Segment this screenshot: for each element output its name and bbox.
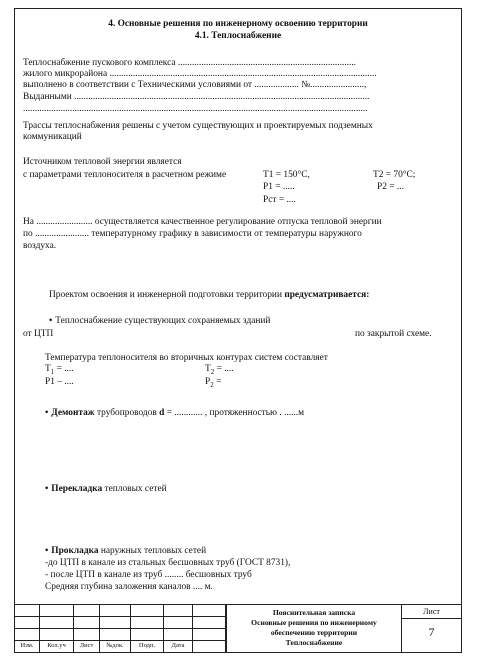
source-p1: Р1 = .....	[263, 182, 295, 192]
source-line-2: с параметрами теплоносителя в расчетном режиме	[23, 170, 227, 180]
source-pst: Рст = ....	[263, 195, 296, 205]
supply-scheme: по закрытой схеме.	[355, 329, 432, 339]
section-title: 4. Основные решения по инженерному освоению территории	[108, 19, 368, 29]
stamp-col-sheet: Лист	[79, 642, 94, 649]
regulation-line-2: по ....................... температурному графику в зависимости от температуры наружного	[23, 229, 362, 239]
relocation-line: • Перекладка тепловых сетей	[45, 484, 167, 495]
stamp-sheet-number: 7	[428, 625, 435, 639]
supply-from: от ЦТП	[23, 329, 54, 339]
laying-line-4: Средняя глубина заложения каналов .... м.	[45, 582, 213, 592]
source-t2: Т2 = 70°С;	[373, 170, 416, 180]
regulation-line-3: воздуха.	[23, 241, 57, 251]
laying-line-1: • Прокладка наружных тепловых сетей	[45, 546, 206, 557]
intro-line-4: Выданными ..............................................................................................................................	[23, 92, 370, 102]
intro-line-5: ...................................................................................................................................................	[23, 104, 368, 114]
stamp-col-date: Дата	[171, 642, 185, 649]
intro-line-2: жилого микрорайона ..................................................................................................................	[23, 69, 377, 79]
project-statement: Проектом освоения и инженерной подготовки территории предусматривается:	[49, 290, 370, 300]
subsection-title: 4.1. Теплоснабжение	[194, 31, 282, 41]
temperature-p2: $Р_2$ =	[205, 377, 222, 389]
intro-line-1: Теплоснабжение пускового комплекса ............................................................................	[23, 58, 357, 68]
source-p2: Р2 = ...	[377, 182, 404, 192]
laying-line-3: - после ЦТП в канале из труб ........ бесшовных труб	[45, 570, 252, 580]
routes-line-1: Трассы теплоснабжения решены с учетом существующих и проектируемых подземных	[23, 121, 373, 131]
routes-line-2: коммуникаций	[23, 132, 82, 142]
regulation-line-1: На ........................ осуществляется качественное регулирование отпуска тепловой энергии	[23, 217, 382, 227]
title-block	[15, 604, 461, 652]
stamp-col-change: Изм.	[20, 642, 34, 649]
supply-line-1: • Теплоснабжение существующих сохраняемых зданий	[49, 316, 270, 327]
stamp-col-quantity: Кол.уч	[47, 642, 66, 649]
temperature-t1: $Т_1$ = ....	[45, 364, 74, 376]
source-t1: Т1 = 150°С,	[263, 170, 310, 180]
demolition-line: • Демонтаж трубопроводов d = ............ , протяженностью . ......м	[45, 408, 304, 419]
page-frame	[14, 8, 462, 653]
temperature-p1: Р1 – ....	[45, 377, 74, 387]
intro-line-3: выполнено в соответствии с Техническими условиями от ................... №.......................,	[23, 80, 367, 90]
stamp-doc-title: Пояснительная записка	[272, 608, 356, 617]
stamp-doc-line-4: Теплоснабжение	[285, 638, 343, 647]
temperature-t2: $Т_2$ = ....	[205, 364, 234, 376]
stamp-sheet-label: Лист	[423, 607, 440, 616]
stamp-col-docnum: №док.	[106, 642, 124, 649]
temperature-intro: Температура теплоносителя во вторичных контурах систем составляет	[45, 353, 328, 363]
laying-line-2: -до ЦТП в канале из стальных бесшовных труб (ГОСТ 8731),	[45, 558, 291, 568]
stamp-col-signature: Подп.	[138, 642, 156, 649]
stamp-doc-line-2: Основные решения по инженерному	[251, 618, 377, 627]
source-line-1: Источником тепловой энергии является	[23, 157, 182, 167]
stamp-doc-line-3: обеспечению территории	[270, 628, 358, 637]
